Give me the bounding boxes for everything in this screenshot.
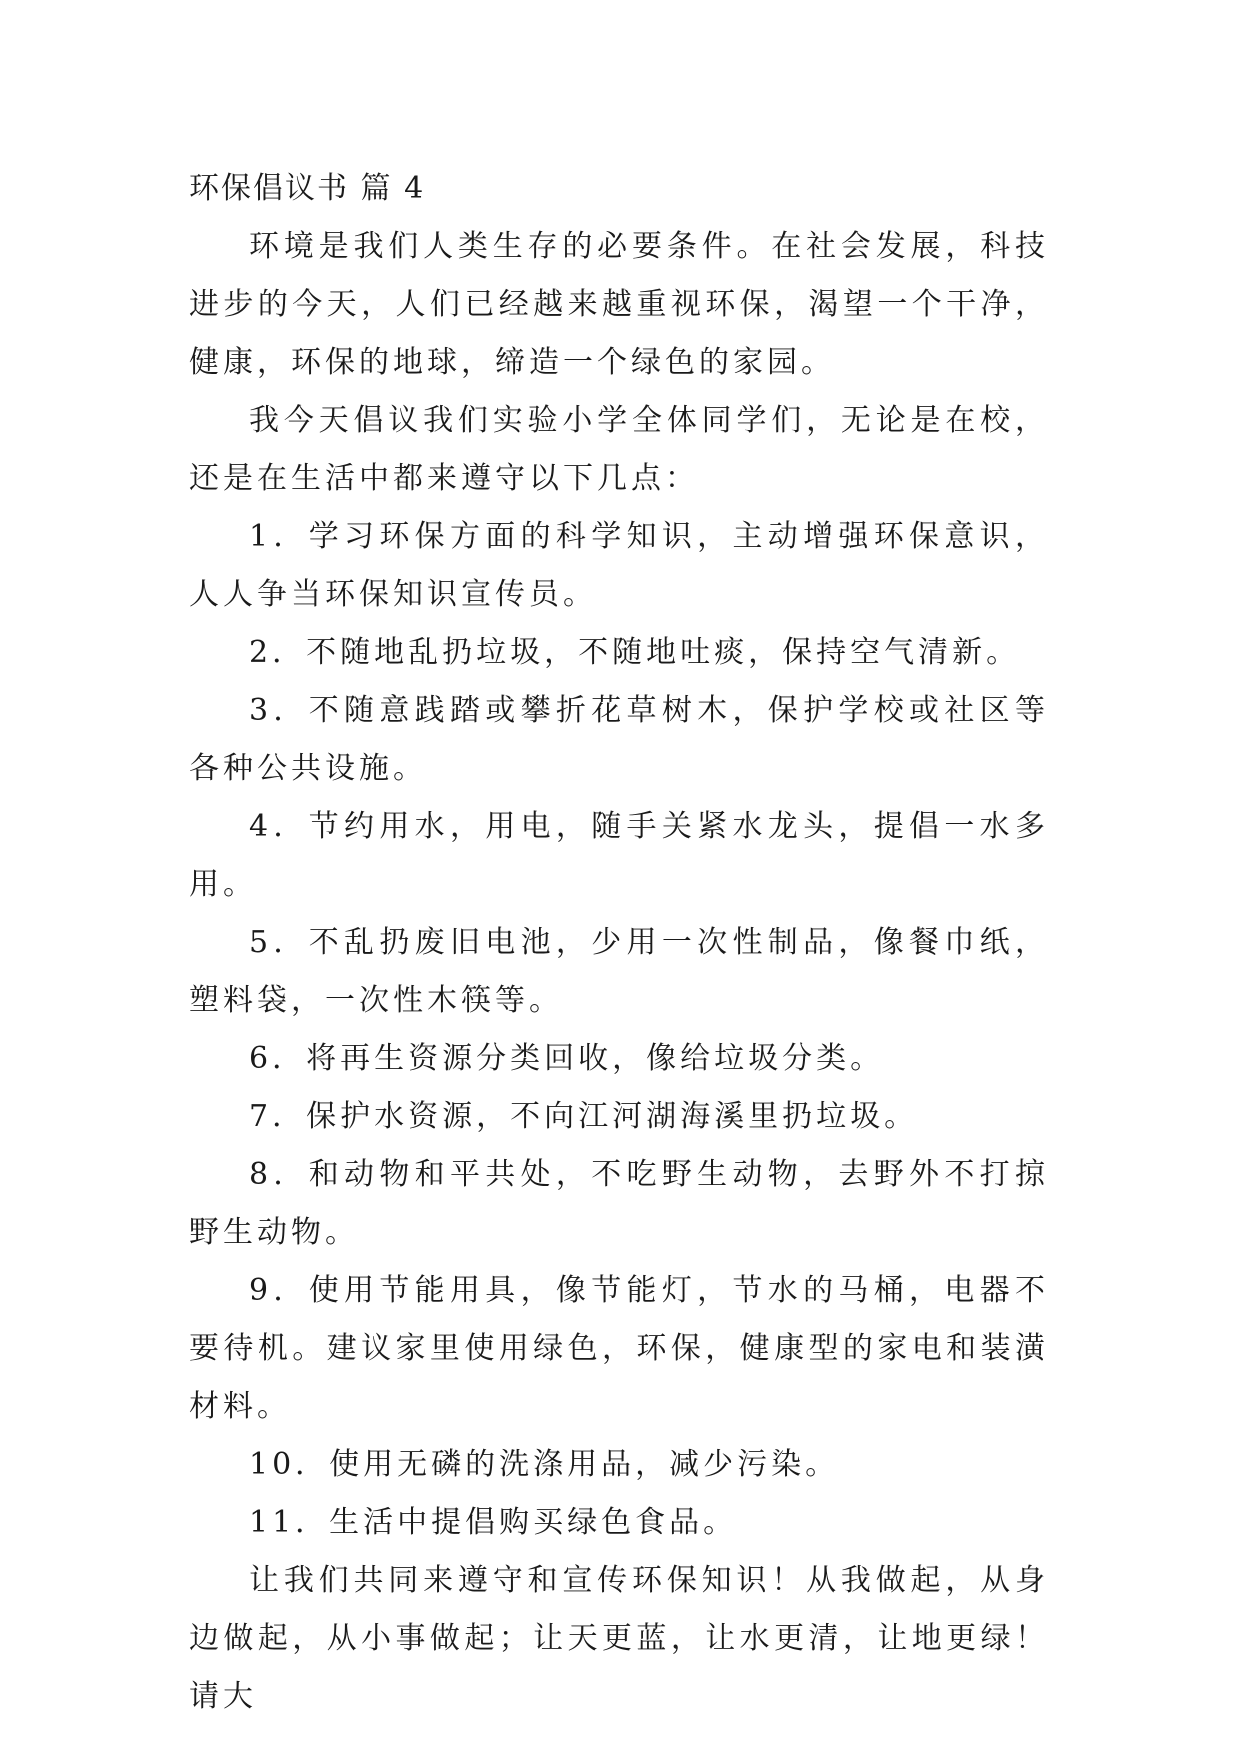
list-item-1: 1．学习环保方面的科学知识，主动增强环保意识，人人争当环保知识宣传员。 (189, 519, 1049, 612)
list-item-5: 5．不乱扔废旧电池，少用一次性制品，像餐巾纸，塑料袋，一次性木筷等。 (189, 925, 1049, 1018)
list-item-11: 11．生活中提倡购买绿色食品。 (249, 1505, 738, 1540)
list-item-10: 10．使用无磷的洗涤用品，减少污染。 (249, 1447, 840, 1482)
document-title: 环保倡议书 篇 4 (189, 171, 426, 206)
list-item-6: 6．将再生资源分类回收，像给垃圾分类。 (249, 1041, 885, 1076)
list-item-2: 2．不随地乱扔垃圾，不随地吐痰，保持空气清新。 (249, 635, 1021, 670)
list-item-4: 4．节约用水，用电，随手关紧水龙头，提倡一水多用。 (189, 809, 1049, 902)
document-page (189, 160, 1049, 1726)
list-item-7: 7．保护水资源，不向江河湖海溪里扔垃圾。 (249, 1099, 919, 1134)
list-item-8: 8．和动物和平共处，不吃野生动物，去野外不打掠野生动物。 (189, 1157, 1049, 1250)
paragraph-intro: 环境是我们人类生存的必要条件。在社会发展，科技进步的今天，人们已经越来越重视环保，渴望一个干净，健康，环保的地球，缔造一个绿色的家园。 (189, 229, 1049, 380)
paragraph-closing: 让我们共同来遵守和宣传环保知识！从我做起，从身边做起，从小事做起；让天更蓝，让水更清，让地更绿！请大 (189, 1563, 1049, 1714)
list-item-3: 3．不随意践踏或攀折花草树木，保护学校或社区等各种公共设施。 (189, 693, 1049, 786)
list-item-9: 9．使用节能用具，像节能灯，节水的马桶，电器不要待机。建议家里使用绿色，环保，健康型的家电和装潢材料。 (189, 1273, 1049, 1424)
paragraph-proposal: 我今天倡议我们实验小学全体同学们，无论是在校，还是在生活中都来遵守以下几点： (189, 403, 1049, 496)
